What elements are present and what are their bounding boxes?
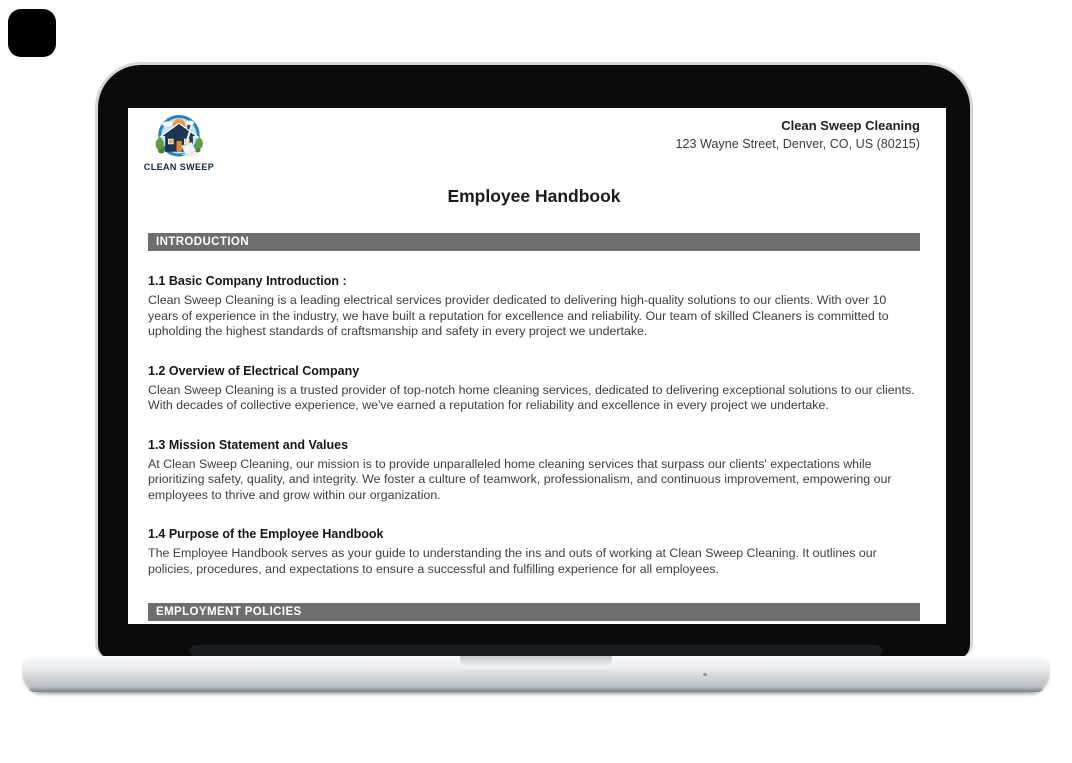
company-name: Clean Sweep Cleaning: [781, 118, 920, 133]
section-body-1-1: Clean Sweep Cleaning is a leading electrical services provider dedicated to delivering high-quality solutions to our clients. With over 10 years of experience in the industry, we have built a reputation for excellence and reliability. Our team of skilled Cleaners is committed to upholding the highest standards of craftsmanship and safety in every project we undertake.: [148, 293, 889, 338]
company-address: 123 Wayne Street, Denver, CO, US (80215): [675, 137, 920, 151]
handbook-document: [128, 108, 946, 624]
laptop-base: [22, 656, 1050, 692]
clean-sweep-logo-icon: [152, 114, 206, 161]
company-logo: [143, 114, 215, 172]
section-bar-employment-policies: EMPLOYMENT POLICIES: [148, 603, 920, 621]
black-corner-shape: [8, 9, 56, 57]
section-heading-1-4: 1.4 Purpose of the Employee Handbook: [148, 527, 384, 541]
section-bar-introduction: INTRODUCTION: [148, 233, 920, 251]
laptop-base-notch: [460, 656, 612, 669]
laptop-base-dot: [703, 673, 707, 676]
section-body-1-4: The Employee Handbook serves as your guide to understanding the ins and outs of working at Clean Sweep Cleaning. It outlines our policies, procedures, and expectations to ensure a successful and fulfilling experience for all employees.: [148, 546, 877, 576]
document-title: Employee Handbook: [447, 186, 621, 206]
section-heading-1-2: 1.2 Overview of Electrical Company: [148, 363, 360, 378]
section-heading-1-1: 1.1 Basic Company Introduction :: [148, 274, 347, 288]
logo-caption: CLEAN SWEEP: [143, 162, 215, 172]
company-block: [675, 114, 920, 154]
document-header: [143, 114, 920, 172]
section-body-1-2: Clean Sweep Cleaning is a trusted provider of top-notch home cleaning services, dedicated to delivering exceptional solutions to our clients. With decades of collective experience, we've earned a reputation for reliability and excellence in every project we undertake.: [148, 382, 915, 412]
section-body-1-3: At Clean Sweep Cleaning, our mission is to provide unparalleled home cleaning services that surpass our clients' expectations while prioritizing safety, quality, and integrity. We foster a culture of teamwork, professionalism, and continuous improvement, empowering our employees to thrive and grow within our organization.: [148, 456, 892, 502]
section-heading-1-3: 1.3 Mission Statement and Values: [148, 437, 349, 452]
